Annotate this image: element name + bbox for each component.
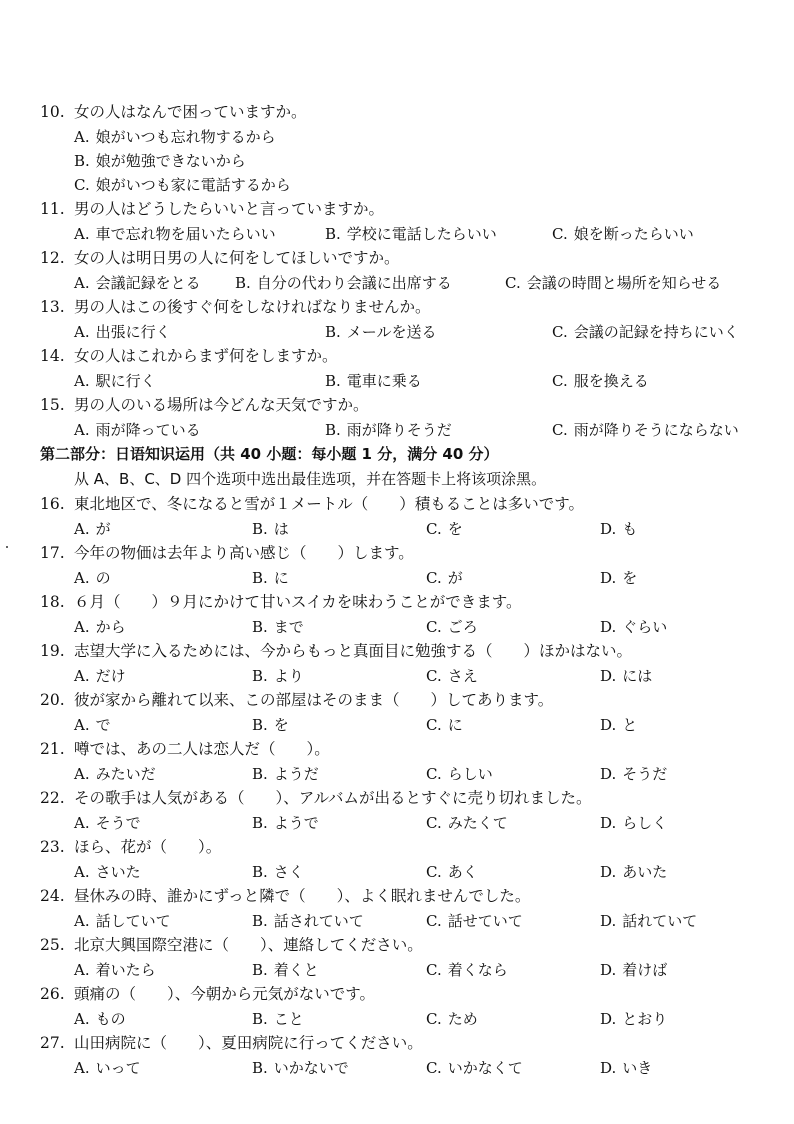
option-text: いき (622, 1059, 653, 1077)
options-row (40, 811, 775, 835)
question-line (40, 295, 775, 320)
option-letter: D. (600, 520, 617, 538)
question-number: 26. (40, 985, 65, 1003)
option-text: 雨が降っている (95, 421, 201, 439)
options-row (40, 958, 775, 982)
option-text: 会議の時間と場所を知らせる (526, 274, 722, 292)
option-letter: A. (74, 323, 90, 341)
exam-content (40, 100, 775, 1080)
option-letter: B. (252, 912, 268, 930)
answer-option (426, 860, 478, 884)
question-number: 21. (40, 740, 65, 758)
option-letter: C. (426, 863, 442, 881)
answer-option (600, 811, 667, 835)
option-text: 話れていて (622, 912, 698, 930)
question-number: 13. (40, 298, 65, 316)
question-text: 昼休みの時、誰かにずっと隣で（ ）、よく眠れませんでした。 (74, 887, 531, 905)
option-text: 娘がいつも家に電話するから (95, 176, 291, 194)
option-letter: C. (426, 765, 442, 783)
answer-option (74, 664, 126, 688)
option-text: 会議記録をとる (95, 274, 201, 292)
option-letter: D. (600, 814, 617, 832)
option-letter: D. (600, 1010, 617, 1028)
section-title: 第二部分：日语知识运用（共 40 小题：每小题 1 分，满分 40 分） (40, 445, 499, 463)
question-text: 男の人のいる場所は今どんな天気ですか。 (74, 396, 369, 414)
question-line (40, 590, 775, 615)
answer-option (426, 517, 463, 541)
question-line (40, 933, 775, 958)
options-row (40, 762, 775, 786)
option-letter: B. (252, 667, 268, 685)
option-letter: B. (325, 323, 341, 341)
option-text: 話せていて (447, 912, 523, 930)
answer-option (74, 615, 126, 639)
question-number: 10. (40, 103, 65, 121)
options-row (40, 517, 775, 541)
question-line (40, 197, 775, 222)
option-letter: B. (252, 1059, 268, 1077)
option-letter: A. (74, 863, 90, 881)
question-line (40, 884, 775, 909)
question-line (40, 786, 775, 811)
options-row (40, 271, 775, 295)
option-letter: D. (600, 912, 617, 930)
answer-option (74, 566, 111, 590)
option-text: 着いたら (95, 961, 156, 979)
answer-option (600, 713, 637, 737)
option-text: 着くなら (447, 961, 508, 979)
question-number: 16. (40, 495, 65, 513)
question-line (40, 246, 775, 271)
question-text: 女の人は明日男の人に何をしてほしいですか。 (74, 249, 400, 267)
option-letter: C. (426, 1010, 442, 1028)
option-letter: B. (252, 863, 268, 881)
question-text: 彼が家から離れて以来、この部屋はそのまま（ ）してあります。 (74, 691, 554, 709)
answer-option (426, 762, 493, 786)
option-text: いって (95, 1059, 141, 1077)
question-number: 23. (40, 838, 65, 856)
answer-option (426, 664, 478, 688)
question-text: ほら、花が（ ）。 (74, 838, 222, 856)
option-letter: A. (74, 225, 90, 243)
option-text: 会議の記録を持ちにいく (573, 323, 739, 341)
question-line (40, 393, 775, 418)
option-letter: B. (325, 225, 341, 243)
option-letter: C. (552, 421, 568, 439)
option-text: らしく (622, 814, 668, 832)
options-row (40, 909, 775, 933)
option-text: らしい (447, 765, 493, 783)
options-row (40, 713, 775, 737)
answer-option (426, 811, 508, 835)
option-text: 雨が降りそうにならない (573, 421, 739, 439)
answer-option (325, 222, 497, 246)
option-letter: C. (552, 372, 568, 390)
answer-option (252, 615, 304, 639)
question-number: 19. (40, 642, 65, 660)
option-letter: D. (600, 961, 617, 979)
question-text: 噂では、あの二人は恋人だ（ ）。 (74, 740, 330, 758)
option-text: ため (447, 1010, 478, 1028)
option-text: 出張に行く (95, 323, 171, 341)
answer-option (74, 1007, 126, 1031)
option-text: と (622, 716, 638, 734)
answer-option (600, 958, 667, 982)
question-number: 14. (40, 347, 65, 365)
option-text: に (273, 569, 289, 587)
question-number: 20. (40, 691, 65, 709)
answer-option (552, 418, 739, 442)
option-text: の (95, 569, 111, 587)
option-letter: C. (426, 569, 442, 587)
answer-option (252, 1056, 349, 1080)
options-row (40, 1007, 775, 1031)
option-letter: B. (252, 618, 268, 636)
options-row (40, 222, 775, 246)
option-text: まで (273, 618, 304, 636)
option-letter: C. (552, 323, 568, 341)
question-text: 今年の物価は去年より高い感じ（ ）します。 (74, 544, 414, 562)
option-text: 自分の代わり会議に出席する (256, 274, 452, 292)
option-text: さいた (95, 863, 141, 881)
option-text: は (273, 520, 289, 538)
option-letter: C. (426, 912, 442, 930)
option-letter: C. (552, 225, 568, 243)
option-text: 学校に電話したらいい (346, 225, 497, 243)
option-letter: B. (74, 152, 90, 170)
answer-option (252, 811, 319, 835)
answer-option (325, 369, 422, 393)
option-text: みたくて (447, 814, 508, 832)
answer-option (552, 222, 694, 246)
option-text: 服を換える (573, 372, 649, 390)
stray-dot (6, 546, 8, 548)
answer-option (74, 1056, 141, 1080)
option-letter: A. (74, 716, 90, 734)
option-text: だけ (95, 667, 126, 685)
option-letter: B. (252, 1010, 268, 1028)
option-letter: D. (600, 618, 617, 636)
option-text: を (447, 520, 463, 538)
option-letter: A. (74, 1010, 90, 1028)
question-number: 17. (40, 544, 65, 562)
option-letter: C. (426, 520, 442, 538)
option-letter: D. (600, 863, 617, 881)
option-text: より (273, 667, 304, 685)
options-row (40, 125, 775, 149)
option-letter: D. (600, 667, 617, 685)
option-text: 駅に行く (95, 372, 156, 390)
question-number: 27. (40, 1034, 65, 1052)
question-text: 女の人はなんで困っていますか。 (74, 103, 307, 121)
answer-option (252, 958, 319, 982)
option-letter: C. (505, 274, 521, 292)
options-row (40, 664, 775, 688)
option-letter: B. (252, 716, 268, 734)
option-text: さく (273, 863, 304, 881)
answer-option (74, 149, 246, 173)
answer-option (252, 566, 289, 590)
answer-option (252, 713, 289, 737)
options-row (40, 615, 775, 639)
option-text: 話されていて (273, 912, 364, 930)
option-letter: B. (252, 814, 268, 832)
option-text: も (622, 520, 638, 538)
answer-option (600, 517, 637, 541)
question-number: 18. (40, 593, 65, 611)
question-line (40, 737, 775, 762)
answer-option (426, 713, 463, 737)
question-number: 15. (40, 396, 65, 414)
answer-option (325, 320, 437, 344)
option-letter: A. (74, 520, 90, 538)
answer-option (600, 762, 667, 786)
option-letter: A. (74, 667, 90, 685)
options-row (40, 173, 775, 197)
option-text: 着くと (273, 961, 319, 979)
answer-option (235, 271, 452, 295)
option-letter: C. (426, 618, 442, 636)
option-letter: A. (74, 618, 90, 636)
option-text: メールを送る (346, 323, 437, 341)
option-text: を (273, 716, 289, 734)
option-letter: B. (325, 372, 341, 390)
answer-option (426, 1056, 523, 1080)
answer-option (426, 909, 523, 933)
option-text: には (622, 667, 653, 685)
answer-option (74, 271, 201, 295)
answer-option (426, 615, 478, 639)
option-letter: C. (426, 1059, 442, 1077)
question-line (40, 100, 775, 125)
answer-option (74, 713, 111, 737)
option-text: ようで (273, 814, 319, 832)
question-number: 22. (40, 789, 65, 807)
option-text: で (95, 716, 111, 734)
option-text: 着けば (622, 961, 668, 979)
option-text: ぐらい (622, 618, 668, 636)
option-text: いかないで (273, 1059, 349, 1077)
answer-option (252, 762, 319, 786)
question-number: 11. (40, 200, 65, 218)
options-row (40, 1056, 775, 1080)
question-line (40, 492, 775, 517)
answer-option (600, 566, 637, 590)
answer-option (426, 566, 463, 590)
listening-questions (40, 100, 775, 442)
option-text: あく (447, 863, 478, 881)
grammar-questions (40, 492, 775, 1080)
answer-option (252, 860, 304, 884)
option-letter: A. (74, 765, 90, 783)
question-text: 北京大興国際空港に（ ）、連絡してください。 (74, 936, 423, 954)
answer-option (74, 320, 171, 344)
option-letter: C. (426, 961, 442, 979)
option-text: を (622, 569, 638, 587)
option-letter: D. (600, 569, 617, 587)
option-text: から (95, 618, 126, 636)
answer-option (74, 958, 156, 982)
answer-option (600, 1007, 667, 1031)
option-text: 電車に乗る (346, 372, 422, 390)
question-line (40, 688, 775, 713)
option-letter: C. (426, 814, 442, 832)
option-letter: C. (426, 716, 442, 734)
option-letter: A. (74, 128, 90, 146)
answer-option (426, 1007, 478, 1031)
option-text: こと (273, 1010, 304, 1028)
option-text: そうで (95, 814, 141, 832)
option-text: 娘がいつも忘れ物するから (95, 128, 276, 146)
answer-option (74, 125, 276, 149)
question-text: 女の人はこれからまず何をしますか。 (74, 347, 338, 365)
question-line (40, 1031, 775, 1056)
option-text: あいた (622, 863, 668, 881)
answer-option (600, 615, 667, 639)
option-text: 話していて (95, 912, 171, 930)
question-text: その歌手は人気がある（ ）、アルバムが出るとすぐに売り切れました。 (74, 789, 592, 807)
option-text: に (447, 716, 463, 734)
question-text: 山田病院に（ ）、夏田病院に行ってください。 (74, 1034, 423, 1052)
answer-option (74, 222, 276, 246)
option-text: 車で忘れ物を届いたらいい (95, 225, 276, 243)
option-letter: A. (74, 961, 90, 979)
answer-option (74, 860, 141, 884)
option-letter: B. (252, 961, 268, 979)
answer-option (252, 909, 364, 933)
option-letter: D. (600, 716, 617, 734)
option-text: 娘を断ったらいい (573, 225, 694, 243)
answer-option (74, 418, 201, 442)
section-instruction: 从 A、B、C、D 四个选项中选出最佳选项，并在答题卡上将该项涂黑。 (74, 470, 547, 488)
question-text: 男の人はこの後すぐ何をしなければなりませんか。 (74, 298, 431, 316)
option-letter: A. (74, 274, 90, 292)
question-line (40, 639, 775, 664)
answer-option (74, 909, 171, 933)
question-number: 25. (40, 936, 65, 954)
answer-option (252, 517, 289, 541)
answer-option (74, 811, 141, 835)
option-letter: C. (426, 667, 442, 685)
answer-option (505, 271, 721, 295)
option-letter: A. (74, 372, 90, 390)
question-text: 男の人はどうしたらいいと言っていますか。 (74, 200, 385, 218)
question-text: 頭痛の（ ）、今朝から元気がないです。 (74, 985, 376, 1003)
answer-option (600, 860, 667, 884)
option-letter: A. (74, 421, 90, 439)
question-line (40, 344, 775, 369)
question-line (40, 541, 775, 566)
option-text: さえ (447, 667, 478, 685)
answer-option (252, 664, 304, 688)
option-letter: A. (74, 814, 90, 832)
answer-option (74, 369, 156, 393)
question-line (40, 835, 775, 860)
option-letter: B. (252, 520, 268, 538)
option-text: みたいだ (95, 765, 156, 783)
option-text: 雨が降りそうだ (346, 421, 452, 439)
answer-option (74, 173, 291, 197)
option-text: もの (95, 1010, 126, 1028)
question-line (40, 982, 775, 1007)
question-text: ６月（ ）９月にかけて甘いスイカを味わうことができます。 (74, 593, 522, 611)
option-text: が (95, 520, 111, 538)
answer-option (426, 958, 508, 982)
answer-option (600, 664, 652, 688)
question-number: 24. (40, 887, 65, 905)
option-letter: A. (74, 569, 90, 587)
option-letter: D. (600, 765, 617, 783)
option-letter: D. (600, 1059, 617, 1077)
option-letter: C. (74, 176, 90, 194)
question-text: 東北地区で、冬になると雪が１メートル（ ）積もることは多いです。 (74, 495, 584, 513)
option-text: ごろ (447, 618, 478, 636)
option-letter: A. (74, 912, 90, 930)
option-text: とおり (622, 1010, 668, 1028)
question-number: 12. (40, 249, 65, 267)
option-letter: B. (252, 765, 268, 783)
option-text: いかなくて (447, 1059, 523, 1077)
options-row (40, 149, 775, 173)
option-text: が (447, 569, 463, 587)
answer-option (252, 1007, 304, 1031)
option-letter: B. (235, 274, 251, 292)
option-letter: A. (74, 1059, 90, 1077)
answer-option (552, 320, 739, 344)
option-letter: B. (252, 569, 268, 587)
options-row (40, 566, 775, 590)
option-text: 娘が勉強できないから (95, 152, 246, 170)
option-text: ようだ (273, 765, 319, 783)
options-row (40, 860, 775, 884)
answer-option (600, 1056, 652, 1080)
answer-option (600, 909, 697, 933)
answer-option (325, 418, 452, 442)
answer-option (552, 369, 649, 393)
options-row (40, 418, 775, 442)
answer-option (74, 762, 156, 786)
answer-option (74, 517, 111, 541)
option-text: そうだ (622, 765, 668, 783)
options-row (40, 369, 775, 393)
question-text: 志望大学に入るためには、今からもっと真面目に勉強する（ ）ほかはない。 (74, 642, 633, 660)
option-letter: B. (325, 421, 341, 439)
options-row (40, 320, 775, 344)
